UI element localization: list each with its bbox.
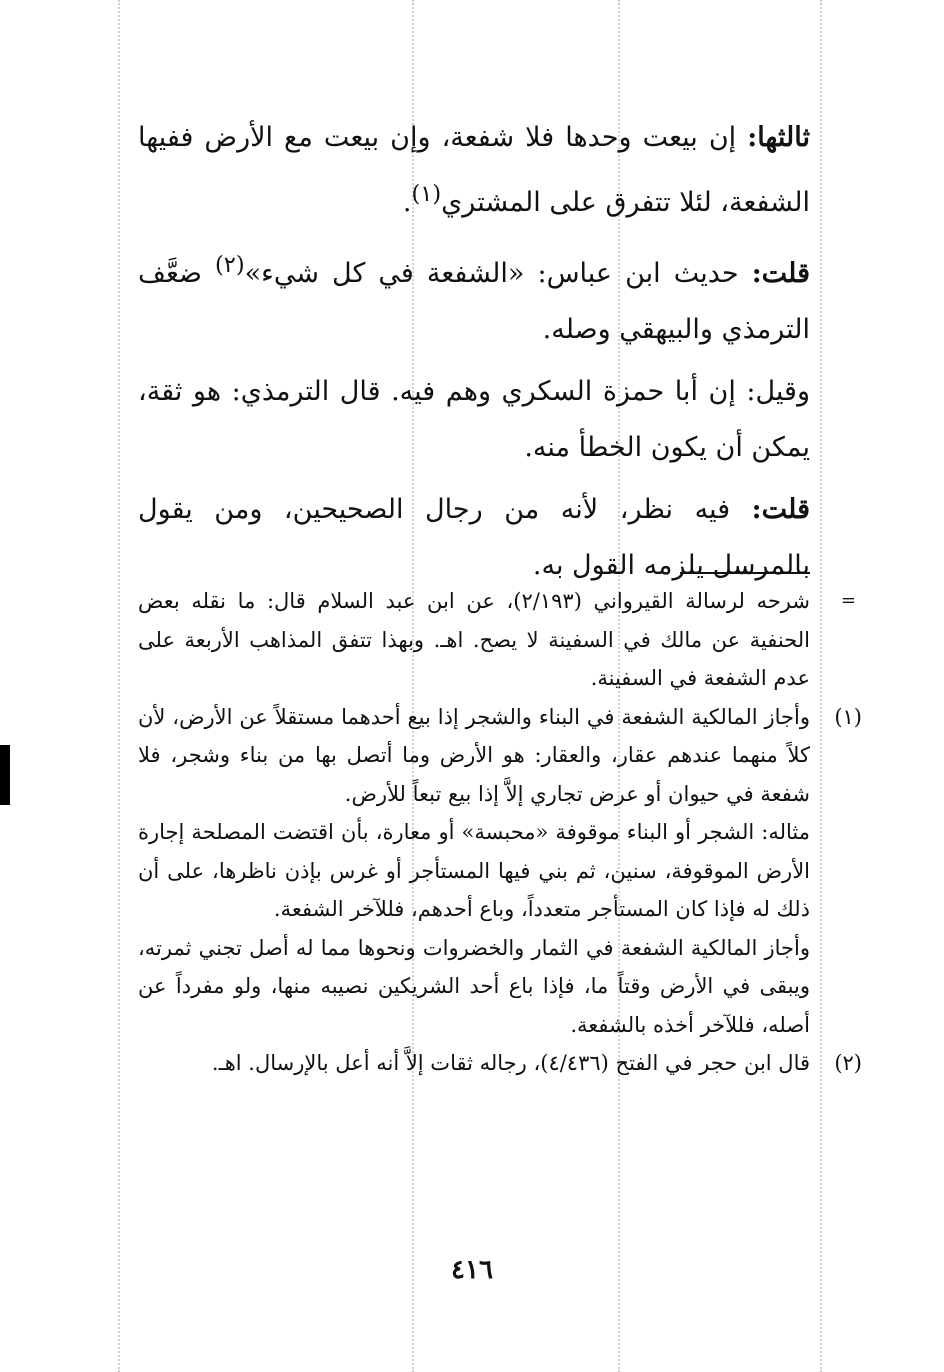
footnote-text: وأجاز المالكية الشفعة في البناء والشجر إذا بيع أحدهما مستقلاً عن الأرض، لأن كلاً منهما عندهم عقار، والعقار: هو الأرض وما أتصل بها من بناء وشجر، فلا شفعة في حيوان أو عرض تجاري إلاَّ إذا بيع تبعاً للأرض. — [138, 704, 810, 806]
footnote-text: وأجاز المالكية الشفعة في الثمار والخضروات ونحوها مما له أصل تجني ثمرته، ويبقى في الأرض وقتاً ما، فإذا باع أحد الشريكين نصيبه منها، ولو مفرداً عن أصله، فللآخر أخذه بالشفعة. — [138, 935, 810, 1037]
continuation-mark: = — [840, 590, 856, 611]
paragraph-4 — [138, 482, 810, 594]
main-text — [138, 110, 810, 600]
paragraph-text: حديث ابن عباس: «الشفعة في كل شيء» — [244, 258, 752, 289]
paragraph-end: ضعَّف الترمذي والبيهقي وصله. — [138, 258, 810, 345]
page-number: ٤١٦ — [451, 1255, 493, 1285]
footnote-text: قال ابن حجر في الفتح (٤/٤٣٦)، رجاله ثقات إلاَّ أنه أعل بالإرسال. اهـ. — [211, 1051, 810, 1075]
scan-edge-mark — [0, 745, 10, 805]
lead-word: قلت: — [751, 494, 810, 525]
footnote-ref: (٢) — [214, 252, 245, 278]
margin-guide — [118, 0, 120, 1372]
footnote-2 — [138, 1044, 862, 1083]
footnote-text: شرحه لرسالة القيرواني (٢/١٩٣)، عن ابن عبد السلام قال: ما نقله بعض الحنفية عن مالك في السفينة لا يصح. اهـ. وبهذا تتفق المذاهب الأربعة على عدم الشفعة في السفينة. — [138, 589, 810, 690]
footnotes — [138, 582, 862, 1083]
paragraph-text: إن بيعت وحدها فلا شفعة، وإن بيعت مع الأرض ففيها الشفعة، لئلا تتفرق على المشتري — [138, 122, 810, 218]
margin-guide — [820, 0, 822, 1372]
footnote-1 — [138, 698, 862, 1045]
footnote-marker: (١) — [834, 704, 862, 729]
paragraph-3: وقيل: إن أبا حمزة السكري وهم فيه. قال الترمذي: هو ثقة، يمكن أن يكون الخطأ منه. — [138, 376, 810, 463]
paragraph-text: فيه نظر، لأنه من رجال الصحيحين، ومن يقول بالمرسل يلزمه القول به. — [138, 494, 810, 581]
footnote-marker: (٢) — [834, 1051, 862, 1075]
footnote-continuation — [138, 582, 856, 698]
footnote-separator — [680, 572, 810, 574]
lead-word: ثالثها: — [747, 122, 810, 153]
paragraph-1 — [138, 110, 810, 231]
paragraph-2 — [138, 237, 810, 358]
paragraph-end: . — [402, 187, 412, 218]
lead-word: قلت: — [751, 258, 811, 289]
footnote-ref: (١) — [411, 181, 442, 207]
footnote-text: مثاله: الشجر أو البناء موقوفة «محبسة» أو معارة، بأن اقتضت المصلحة إجارة الأرض الموقوفة، سنين، ثم بني فيها المستأجر أو غرس بإذن ناظرها، على أن ذلك له فإذا كان المستأجر متعدداً، وباع أحدهم، فللآخر الشفعة. — [138, 820, 810, 921]
